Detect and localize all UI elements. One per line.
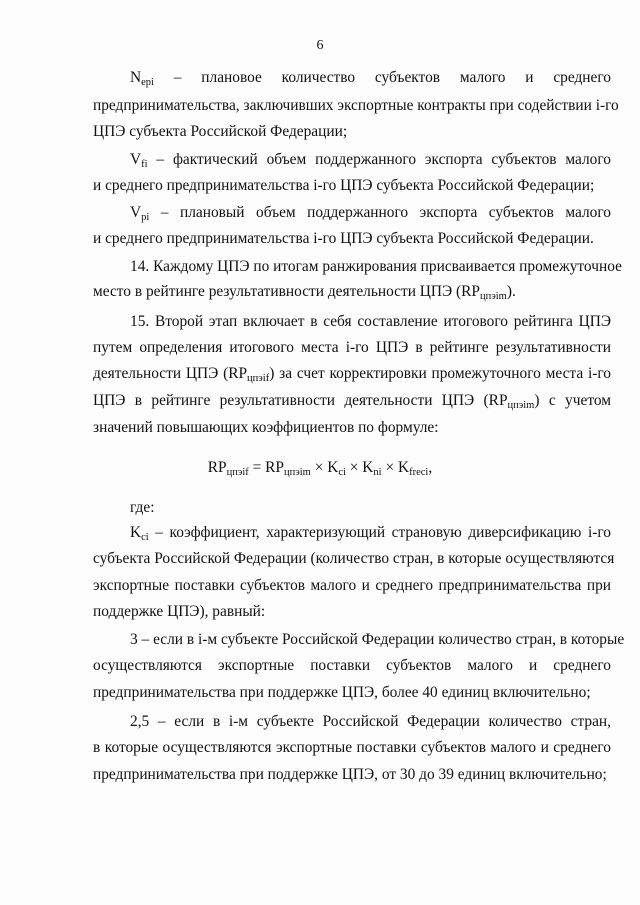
coefficient-2-5-line-1: 2,5 – если в i-м субъекте Российской Федерации количество стран, xyxy=(130,713,611,730)
where-label: где: xyxy=(130,499,155,516)
definition-n-epi-line-2: предпринимательства, заключивших экспортные контракты при содействии i-го xyxy=(93,97,619,114)
definition-v-pi-line-1 xyxy=(130,203,611,223)
definition-k-ci-line-3: экспортные поставки субъектов малого и среднего предпринимательства при xyxy=(93,577,611,594)
definition-text: – плановое количество субъектов малого и среднего xyxy=(153,69,611,86)
coefficient-2-5-line-2: в которые осуществляются экспортные поставки субъектов малого и среднего xyxy=(93,739,611,756)
item-15-line-5: значений повышающих коэффициентов по формуле: xyxy=(93,419,439,436)
coefficient-3-line-3: предпринимательства при поддержке ЦПЭ, более 40 единиц включительно; xyxy=(93,684,591,701)
item-15-line-1: 15. Второй этап включает в себя составление итогового рейтинга ЦПЭ xyxy=(130,313,611,330)
page-number: 6 xyxy=(316,38,324,53)
item-15-text: ) за счет корректировки промежуточного места i-го xyxy=(269,365,611,382)
definition-n-epi-line-3: ЦПЭ субъекта Российской Федерации; xyxy=(93,123,348,140)
formula-lhs: RP xyxy=(207,459,227,476)
item-15-line-4 xyxy=(93,391,611,411)
definition-k-ci-line-4: поддержке ЦПЭ), равный: xyxy=(93,603,266,620)
formula-times-2: × K xyxy=(345,459,374,476)
formula-lhs-subscript: цпэif xyxy=(226,467,249,478)
coefficient-2-5-line-3: предпринимательства при поддержке ЦПЭ, от 30 до 39 единиц включительно; xyxy=(93,766,607,783)
rp-subscript: цпэif xyxy=(247,373,270,384)
definition-v-fi-line-1 xyxy=(130,150,611,170)
symbol-k: K xyxy=(130,524,142,541)
item-14-line-2 xyxy=(93,282,611,302)
definition-k-ci-line-2: субъекта Российской Федерации (количество стран, в которые осуществляются xyxy=(93,550,615,567)
symbol-n-subscript: epi xyxy=(141,77,154,88)
coefficient-3-line-2: осуществляются экспортные поставки субъектов малого и среднего xyxy=(93,657,611,674)
rating-formula xyxy=(0,458,640,478)
formula-term-1-subscript: цпэim xyxy=(284,467,311,478)
definition-text: – плановый объем поддержанного экспорта субъектов малого xyxy=(149,204,611,221)
symbol-k-subscript: ci xyxy=(141,532,149,543)
formula-term-2-subscript: ci xyxy=(338,467,346,478)
symbol-v: V xyxy=(130,204,142,221)
formula-equals: = RP xyxy=(248,459,284,476)
formula-term-4-subscript: freci xyxy=(409,467,429,478)
item-15-text: ) с учетом xyxy=(534,392,611,409)
symbol-v-subscript: pi xyxy=(141,212,150,223)
definition-k-ci-line-1 xyxy=(130,523,611,543)
rp-subscript: цпэim xyxy=(480,291,507,302)
formula-end: , xyxy=(428,459,433,476)
definition-n-epi-line-1 xyxy=(130,68,611,88)
definition-v-fi-line-2: и среднего предпринимательства i-го ЦПЭ субъекта Российской Федерации; xyxy=(93,177,595,194)
item-15-line-2: путем определения итогового места i-го ЦПЭ в рейтинге результативности xyxy=(93,339,611,356)
rp-subscript: цпэim xyxy=(507,400,535,411)
definition-text: – коэффициент, характеризующий страновую диверсификацию i-го xyxy=(148,524,611,541)
formula-times-1: × K xyxy=(310,459,339,476)
item-14-line-1: 14. Каждому ЦПЭ по итогам ранжирования присваивается промежуточное xyxy=(130,258,622,275)
symbol-v-subscript: fi xyxy=(141,159,148,170)
definition-v-pi-line-2: и среднего предпринимательства i-го ЦПЭ субъекта Российской Федерации. xyxy=(93,230,594,247)
symbol-v: V xyxy=(130,151,142,168)
definition-text: – фактический объем поддержанного экспорта субъектов малого xyxy=(147,151,611,168)
item-15-text: ЦПЭ в рейтинге результативности деятельности ЦПЭ (RP xyxy=(93,392,508,409)
formula-term-3-subscript: ni xyxy=(373,467,382,478)
item-14-text: место в рейтинге результативности деятельности ЦПЭ (RP xyxy=(93,283,480,300)
item-14-text-end: ). xyxy=(506,283,516,300)
formula-times-3: × K xyxy=(381,459,410,476)
item-15-text: деятельности ЦПЭ (RP xyxy=(93,365,248,382)
item-15-line-3 xyxy=(93,364,611,384)
coefficient-3-line-1: 3 – если в i-м субъекте Российской Федерации количество стран, в которые xyxy=(130,631,625,648)
symbol-n: N xyxy=(130,69,142,86)
